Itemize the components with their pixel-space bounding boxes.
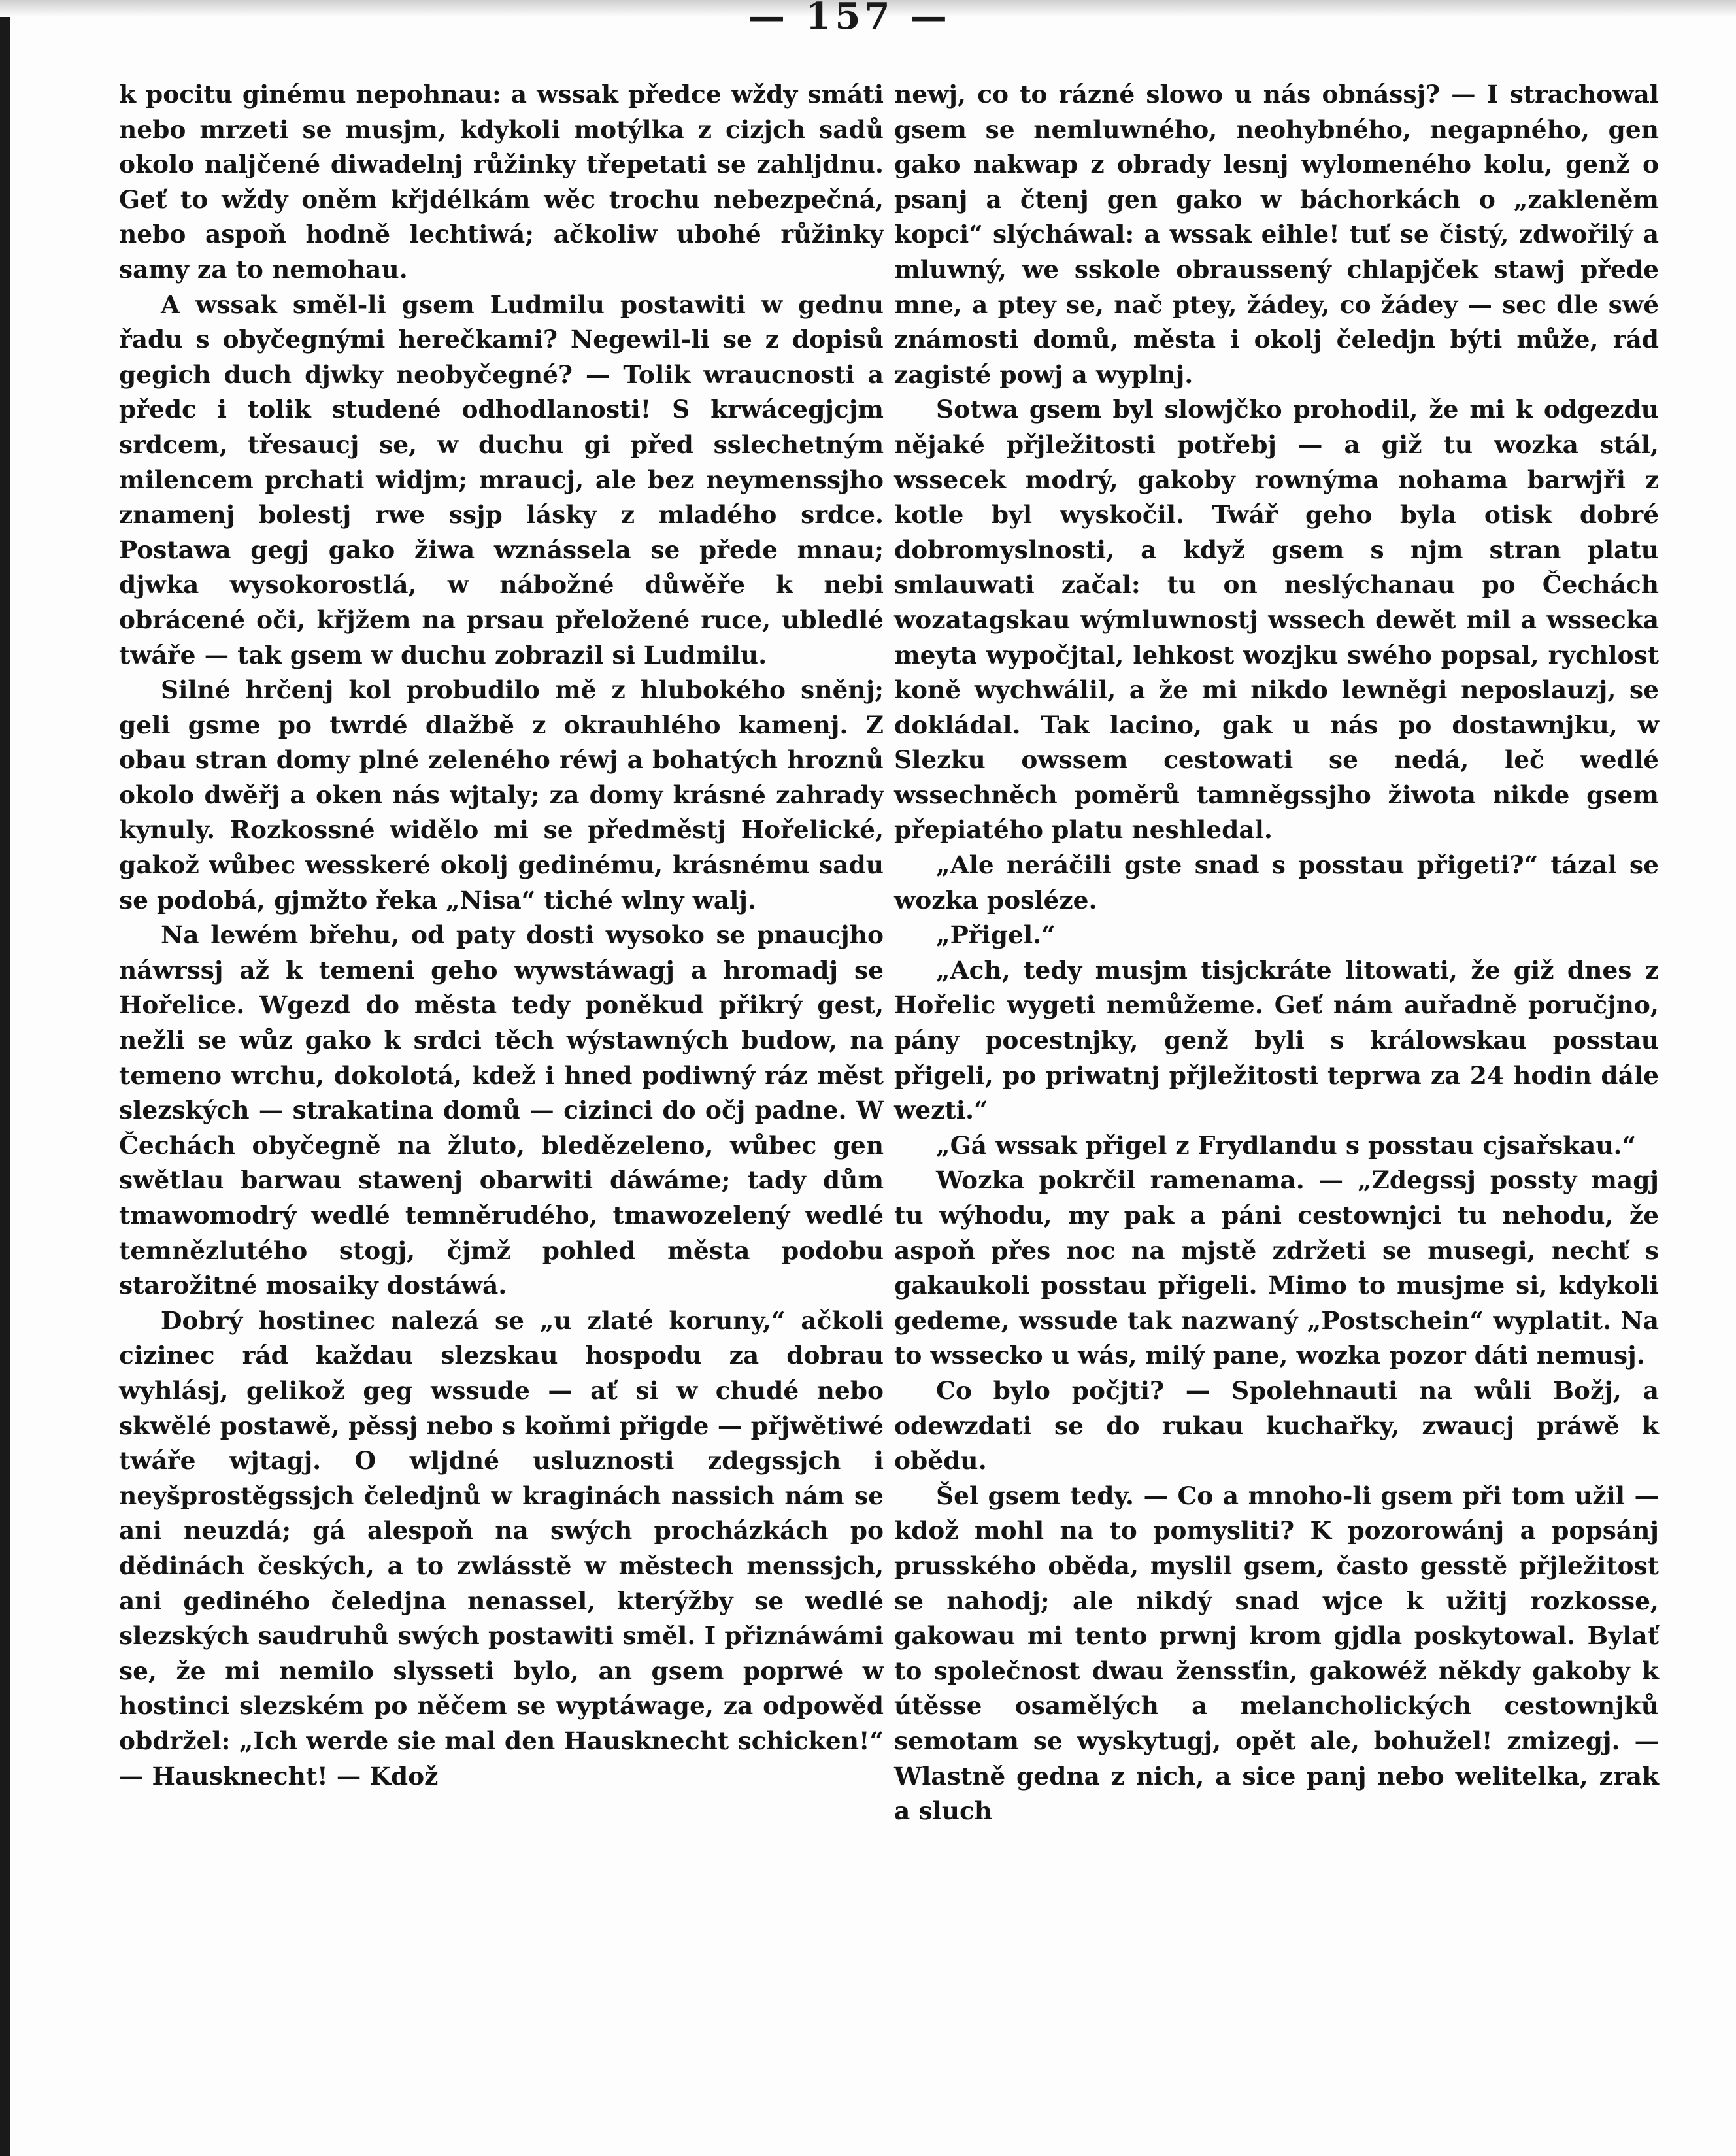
paragraph: „Gá wssak přigel z Frydlandu s posstau cjsařskau.“ <box>936 1130 1637 1160</box>
right-text-column <box>894 77 1659 1829</box>
paragraph: „Ale neráčili gste snad s posstau přigeti?“ tázal se wozka posléze. <box>894 851 1659 915</box>
paragraph: Dobrý hostinec nalezá se „u zlaté koruny,“ ačkoli cizinec rád každau slezskau hospodu za dobrau wyhlásj, gelikož geg wssude — ať si w chudé nebo skwělé postawě, pěssj nebo s koňmi přigde — přjwětiwé twáře wjtagj. O wljdné usluznosti zdegssjch i neyšprostěgssjch čeledjnů w kraginách nassich nám se ani neuzdá; gá alespoň na swých procházkách po dědinách českých, a to zwlásstě w městech menssjch, ani gedinéhо čeledjna nenassel, kterýžby se wedlé slezských saudruhů swých postawiti směl. I přiznáwámi se, že mi nemilo slysseti bylo, an gsem poprwé w hostinci slezském po něčem se wyptáwage, za odpowěd obdržel: „Ich werde sie mal den Hausknecht schicken!“ — Hausknecht! — Kdož <box>119 1305 884 1791</box>
paragraph: „Přigel.“ <box>936 920 1056 950</box>
scan-left-edge <box>0 0 10 2156</box>
paragraph: Wozka pokrčil ramenama. — „Zdegssj possty magj tu wýhodu, my pak a páni cestownjci tu nehodu, že aspoň přes noc na mjstě zdržeti se musegi, nechť s gakaukoli posstau přigeli. Mimo to musjme si, kdykoli gedeme, wssude tak nazwaný „Postschein“ wyplatit. Na to wssecko u wás, milý pane, wozka pozor dáti nemusj. <box>894 1166 1659 1370</box>
paragraph: Sotwa gsem byl slowjčko prohodil, že mi k odgezdu nějaké přjležitosti potřebj — a giž tu wozka stál, wssecek modrý, gakoby rownýma nohama barwjři z kotle byl wyskočil. Twář geho byla otisk dobré dobromyslnosti, a když gsem s njm stran platu smlauwati začal: tu on neslýchanau po Čechách wozatagskau wýmluwnostj wssech dewět mil a wssecka meyta wypočjtal, lehkost wozjku swého popsal, rychlost koně wychwálil, a že mi nikdo lewněgi neposlauzj, se dokládal. Tak lacino, gak u nás po dostawnjku, w Slezku owssem cestowati se nedá, leč wedlé wssechněch poměrů tamněgssjho žiwota nikde gsem přepiatého platu neshledal. <box>894 395 1659 845</box>
paragraph: Šel gsem tedy. — Co a mnoho-li gsem při tom užil — kdož mohl na to pomysliti? K pozorowánj a popsánj prusského oběda, myslil gsem, často gesstě přjležitost se nahodj; ale nikdý snad wjce k užitj rozkosse, gakowau mi tento prwnj krom gjdla poskytowal. Bylať to společnost dwau ženssťin, gakowéž někdy gakoby k útěsse osamělých a melancholických cestownjků semotam se wyskytugj, opět ale, bohužel! zmizegj. — Wlastně gedna z nich, a sice panj nebo welitelka, zrak a sluch <box>894 1481 1659 1826</box>
paragraph: newj, co to rázné slowo u nás obnássj? — I strachowal gsem se nemluwného, neohybného, negapného, gen gako nakwap z obrady lesnj wylomeného kolu, genž o psanj a čtenj gen gako w báchorkách o „zakleněm kopci“ slýcháwal: a wssak eihle! tuť se čistý, zdwořilý a mluwný, we sskole obraussený chlapjček stawj přede mne, a ptey se, nač ptey, žádey, co žádey — sec dle swé známosti domů, města i okolj čeledjn býti může, rád zagisté powj a wyplnj. <box>894 80 1659 389</box>
paragraph: Na lewém břehu, od paty dosti wysoko se pnaucjho náwrssj až k temeni geho wywstáwagj a hromadj se Hořelice. Wgezd do města tedy poněkud přikrý gest, nežli se wůz gako k srdci těch wýstawných budow, na temeno wrchu, dokolotá, kdež i hned podiwný ráz měst slezských — strakatina domů — cizinci do očj padne. W Čechách obyčegně na žluto, bledězeleno, wůbec gen swětlau barwau stawenj obarwiti dáwáme; tady dům tmawomodrý wedlé temněrudého, tmawozelený wedlé temnězlutého stogj, čjmž pohled města podobu starožitné mosaiky dostáwá. <box>119 920 884 1300</box>
paragraph: k pocitu ginému nepohnau: a wssak předce wždy smáti nebo mrzeti se musjm, kdykoli motýlka z cizjch sadů okolo naljčené diwadelnj růžinky třepetati se zahljdnu. Geť to wždy oněm křjdélkám wěc trochu nebezpečná, nebo aspoň hodně lechtiwá; ačkoliw ubohé růžinky samy za to nemohau. <box>119 80 884 284</box>
left-text-column <box>119 77 884 1794</box>
paragraph: Co bylo počjti? — Spolehnauti na wůli Božj, a odewzdati se do rukau kuchařky, zwaucj práwě k obědu. <box>894 1375 1659 1475</box>
paragraph: „Ach, tedy musjm tisjckráte litowati, že giž dnes z Hořelic wygeti nemůžeme. Geť nám auřadně poručjno, pány pocestnjky, genž byli s králowskau posstau přigeli, po priwatnj přjležitosti teprwa za 24 hodin dále wezti.“ <box>894 955 1659 1125</box>
paragraph: A wssak směl-li gsem Ludmilu postawiti w gednu řadu s obyčegnými herečkami? Negewil-li se z dopisů gegich duch djwky neobyčegné? — Tolik wraucnosti a předc i tolik studené odhodlanosti! S krwácegjcjm srdcem, třesaucj se, w duchu gi před sslechetným milencem prchati widjm; mraucj, ale bez neymenssjho znamenj bolestj rwe ssjp lásky z mladého srdce. Postawa gegj gako žiwa wznássela se přede mnau; djwka wysokorostlá, w nábožné důwěře k nebi obrácené oči, křjžem na prsau přeložené ruce, ubledlé twáře — tak gsem w duchu zobrazil si Ludmilu. <box>119 290 884 669</box>
paragraph: Silné hrčenj kol probudilo mě z hlubokého sněnj; geli gsme po twrdé dlažbě z okrauhlého kamenj. Z obau stran domy plné zeleného réwj a bohatých hroznů okolo dwěřj a oken nás wjtaly; za domy krásné zahrady kynuly. Rozkossné widělo mi se předměstj Hořelické, gakož wůbec wesskeré okolj gedinému, krásnému sadu se podobá, gjmžto řeka „Nisa“ tiché wlny walj. <box>119 675 884 915</box>
page-number: — 157 — <box>748 0 951 38</box>
